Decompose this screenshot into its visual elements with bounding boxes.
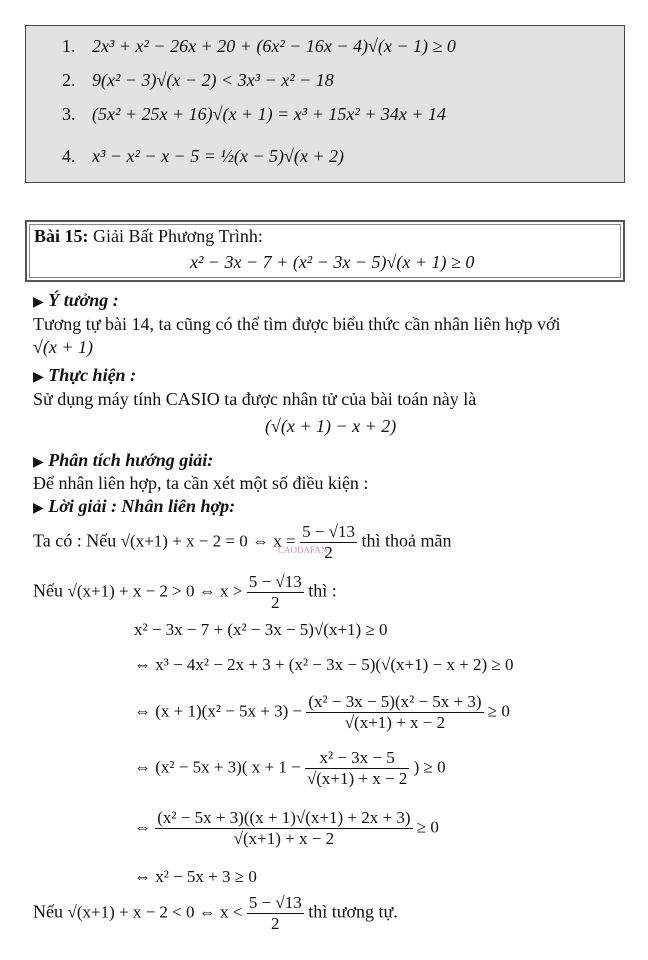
step-4-rhs: ) ≥ 0: [413, 757, 446, 777]
analysis-text: Để nhân liên hợp, ta cần xét một số điều kiện :: [33, 473, 369, 493]
step-5-pre: ⇔: [134, 817, 151, 837]
problem-title: Giải Bất Phương Trình:: [93, 226, 263, 246]
fraction-numerator: x² − 3x − 5: [305, 748, 409, 769]
triangle-bullet-icon: ▶: [33, 455, 44, 470]
fraction-denominator: 2: [324, 543, 333, 562]
triangle-bullet-icon: ▶: [33, 501, 44, 516]
fraction-numerator: (x² − 3x − 5)(x² − 5x + 3): [308, 692, 482, 711]
case3-prefix: Nếu: [33, 901, 63, 922]
analysis-heading-row: [33, 450, 213, 471]
case1-suffix: thì thoả mãn: [361, 530, 452, 551]
case1-condition: √(x+1) + x − 2 = 0 ⇔ x =: [120, 531, 296, 551]
case3-line: [33, 893, 398, 934]
fraction-denominator: 2: [271, 914, 280, 933]
exercise-expression: x³ − x² − x − 5 = ½(x − 5)√(x + 2): [92, 146, 344, 166]
fraction: [155, 808, 412, 849]
case2-condition: √(x+1) + x − 2 > 0 ⇔ x >: [67, 581, 243, 601]
fraction-denominator: √(x+1) + x − 2: [306, 769, 408, 788]
exercise-expression: (5x² + 25x + 16)√(x + 1) = x³ + 15x² + 34x + 14: [92, 104, 447, 124]
step-4-lhs: ⇔ (x² − 5x + 3)( x + 1 −: [134, 757, 301, 777]
exercise-number: 3.: [62, 104, 76, 124]
fraction-denominator: √(x+1) + x − 2: [344, 713, 446, 732]
case1-prefix: Ta có : Nếu: [33, 530, 117, 551]
case2-suffix: thì :: [308, 580, 337, 601]
analysis-heading: Phân tích hướng giải:: [48, 450, 214, 470]
triangle-bullet-icon: ▶: [33, 295, 44, 310]
step-4: [134, 748, 446, 789]
case2-line: [33, 572, 337, 613]
step-5: [134, 808, 439, 849]
fraction-denominator: √(x+1) + x − 2: [233, 829, 335, 848]
fraction: [247, 572, 304, 613]
exercise-number: 2.: [62, 70, 76, 90]
factor-expression: (√(x + 1) − x + 2): [265, 416, 397, 436]
case3-condition: √(x+1) + x − 2 < 0 ⇔ x <: [67, 902, 243, 922]
watermark: CAODAFAN: [278, 545, 328, 555]
step-3: [134, 692, 510, 733]
step-1: x² − 3x − 7 + (x² − 3x − 5)√(x+1) ≥ 0: [134, 620, 388, 639]
exercise-expression: 2x³ + x² − 26x + 20 + (6x² − 16x − 4)√(x − 1) ≥ 0: [92, 36, 456, 56]
step-3-rhs: ≥ 0: [487, 701, 510, 721]
triangle-bullet-icon: ▶: [33, 370, 44, 385]
problem-label: Bài 15:: [34, 226, 89, 246]
idea-text: Tương tự bài 14, ta cũng có thể tìm được biểu thức cần nhân liên hợp với: [33, 314, 561, 334]
do-heading: Thực hiện :: [48, 365, 137, 385]
do-text: Sử dụng máy tính CASIO ta được nhân tử của bài toán này là: [33, 389, 477, 409]
problem-heading: [34, 226, 263, 247]
solution-heading: Lời giải : Nhân liên hợp:: [48, 496, 236, 516]
fraction-numerator: 5 − √13: [248, 893, 302, 912]
fraction: [306, 692, 483, 733]
case3-suffix: thì tương tự.: [308, 901, 398, 922]
exercise-expression: 9(x² − 3)√(x − 2) < 3x³ − x² − 18: [92, 70, 334, 90]
fraction-numerator: 5 − √13: [302, 522, 355, 541]
fraction-numerator: 5 − √13: [248, 572, 302, 591]
fraction-numerator: (x² − 5x + 3)((x + 1)√(x+1) + 2x + 3): [157, 808, 411, 827]
exercise-number: 4.: [62, 146, 76, 166]
fraction-denominator: 2: [271, 593, 280, 612]
step-5-rhs: ≥ 0: [416, 817, 439, 837]
step-6: ⇔ x² − 5x + 3 ≥ 0: [134, 867, 257, 886]
fraction: [300, 522, 357, 563]
step-2: ⇔ x³ − 4x² − 2x + 3 + (x² − 3x − 5)(√(x+1) − x + 2) ≥ 0: [134, 655, 514, 674]
idea-expression: √(x + 1): [33, 337, 94, 357]
problem-equation: x² − 3x − 7 + (x² − 3x − 5)√(x + 1) ≥ 0: [190, 252, 475, 272]
case1-line: [33, 522, 451, 563]
fraction: [247, 893, 304, 934]
do-heading-row: [33, 365, 136, 386]
step-3-lhs: ⇔ (x + 1)(x² − 5x + 3) −: [134, 701, 303, 721]
fraction: [305, 748, 409, 789]
idea-heading: Ý tưởng :: [48, 290, 119, 310]
case2-prefix: Nếu: [33, 580, 63, 601]
idea-heading-row: [33, 290, 119, 311]
solution-heading-row: [33, 496, 235, 517]
exercise-number: 1.: [62, 36, 76, 56]
